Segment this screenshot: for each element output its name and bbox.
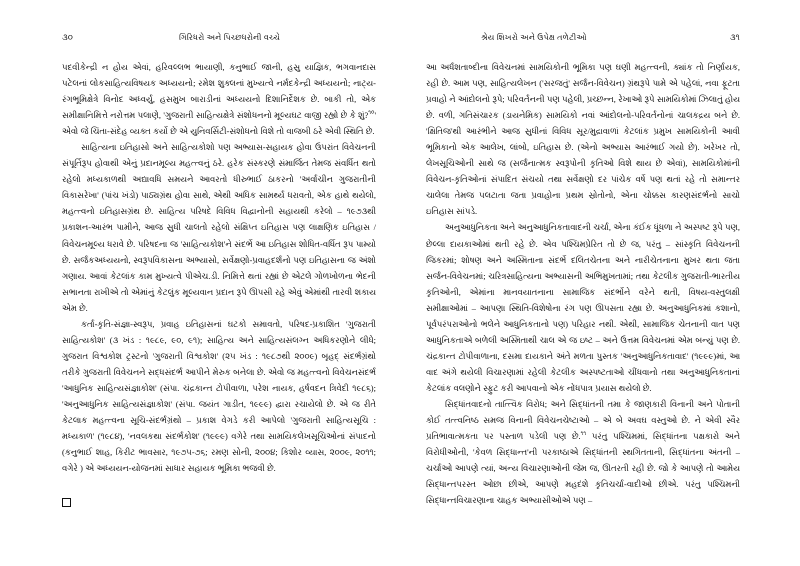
right-page-folio: ૩૧ [729,33,740,42]
paragraph: સિદ્ધાંતવાદનો તાત્ત્વિક વિરોધ; અને સિદ્ધાંતની તમા કે જાણકારી વિનાની અને પોતાની કોઈ તત્ત્વનિષ્ઠ સમજ વિનાની વિવેચનચેષ્ટાઓ – એ બે અવઘ વસ્તુઓ છે. ને એવી સ્વૈર પ્રતિભાવાત્મકતા પર પસ્તાળ પડેલી પણ છે.$^{૧૧}$ પરંતુ પશ્ચિમમાં, સિદ્ધાંતના પક્ષકારો અને વિરોધીઓની, 'કેવળ સિદ્ધાન્ત'ની પરકાષ્ઠાએ સિદ્ધાંતની સ્થગિતતાની, સિદ્ધાંતના અંતની – ચર્ચાઓ આપણે ત્યાં, અન્ય વિચારણાઓની જેમ જ, ઊતરતી રહી છે. જો કે આપણે તો આમેય સિદ્ધાન્તપરસ્ત ઓછા છીએ, આપણે મહદંશે કૃતિચર્ચા-વાદીઓ છીએ. પરંતુ પશ્ચિમની સિદ્ધાન્તવિચારણાના ચાહક અભ્યાસીઓએ પણ – [426,399,740,506]
left-running-head [62,33,376,51]
paragraph: આ અર્ધશતાબ્દીના વિવેચનમાં સામયિકોની ભૂમિકા પણ ઘણી મહત્ત્વની, ક્યાંક તો નિર્ણાયક, રહી છે. આમ પણ, સાહિત્યલેખન ('સરજતું' સર્જન-વિવેચન) ગ્રંથરૂપે પામે એ પહેલાં, નવા ફૂટતા પ્રવાહો ને આંદોલનો રૂપે; પરિવર્તનની પણ પહેલી, પ્રચ્છન્ન, રેખાઓ રૂપે સામયિકોમાં ઝિલાતું હોય છે. વળી, ગતિસંચારક (ડાયનેમિક) સામયિકો નવાં આંદોલનો-પરિવર્તનોનાં ચાલકદ્રય બને છે. 'ક્ષિતિજ'થી આરંભીને આજ સુધીનાં વિવિધ સૂર/મુદ્રાવાળાં કેટલાંક પ્રમુખ સામયિકોની આવી ભૂમિકાનો એક આલેખ, લાંબો, ઇતિહાસ છે. (એનો અભ્યાસ આરંભાઈ ગયો છે). ખરેખર તો, લેખસૂચિઓની સાથે જ (સર્જનાત્મક સ્વરૂપોની કૃતિઓ વિશે થાય છે એવાં), સામયિકોમાંની વિવેચન-કૃતિઓનાં સંપાદિત સંચયો તથા સર્વેક્ષણો દર પાંચેક વર્ષે પણ થતાં રહે તો સમાન્તર ચાલેલા તેમજ પલટાતા જતા પ્રવાહોના પ્રથમ સ્રોતોનો, એના ચોક્કસ કારણસંદર્ભનો સાચો ઇતિહાસ સાંપડે. [426,63,740,217]
section-end-mark-icon [62,498,71,507]
paragraph: અનુઆધુનિકતા અને અનુઆધુનિકતાવાદની ચર્ચા, એના કંઈક ધૂંધળા ને અસ્પષ્ટ રૂપે પણ, છેલ્લા દાયકાઓમાં થતી રહે છે. એવ પશ્ચિમપ્રેરિત તો છે જ, પરંતુ – સાંસ્કૃતિ વિવેચનની જિકરમાં; શોષણ અને અસ્મિતાના સંદર્ભે દલિતચેતના અને નારીચેતનાના મુખર થતા જતા સર્જન-વિવેચનમાં; ચરિત્રસાહિત્યના અભ્યાસની અભિમુખતામાં; તથા કેટલીક ગુજરાતી-ભારતીય કૃતિઓની, એમાંના માનવયાતનાના સામાજિક સંદર્ભોને વરેને થતી, વિષય-વસ્તુલક્ષી સમીક્ષાઓમાં – આપણા સ્થિતિ-વિશેષોના રંગ પણ ઊપસતા રહ્યા છે. અનુઆધુનિકમાં કશાનો, પૂર્વપરંપરાઓનો ભલેને આધુનિકતાનો પણ) પરિહાર નથી. એથી, સામાજિક ચેતનાની વાત પણ આધુનિકતાએ બળેલી અસ્મિતાથી ચાલ એ જ ઇષ્ટ – અને ઉત્તમ વિવેચનમાં એમ બન્યું પણ છે. ચંદ્રકાન્ત ટોપીવાળાના, દસમા દાયકાને અંતે મળતા પુસ્તક 'અનુઆધુનિકતાવાદ' (૧૯૯૯)માં, આ વાદ અંગે થયેલી વિચારણામાં રહેલી કેટલીક અસ્પષ્ટતાઓ ચીંધવાનો તથા અનુઆધુનિકતાનાં કેટલાંક વલણોને સ્ફુટ કરી આપવાનો એક નોંધપાત્ર પ્રયાસ થયેલો છે. [426,223,740,393]
right-running-head [426,33,740,51]
left-page-text-block [62,60,376,477]
right-page-text-block [426,60,740,509]
footnote-reference: ૧૦ [368,110,375,117]
right-running-head-title: શ્રેય શિખરો અને ઉપેક્ષ તળેટીઓ [481,33,587,42]
left-running-head-title: ગિરિધરો અને પિચ્છધરોની વચ્ચે [179,33,281,42]
paragraph: કર્તા-કૃતિ-સંજ્ઞા-સ્વરૂપ, પ્રવાહ ઇતિહાસનાં ઘટકો સમાવતો, પરિષદ-પ્રકાશિત 'ગુજરાતી સાહિત્યકોશ' (૩ ખંડ : ૧૯૮૯, ૯૦, ૯૧); સાહિત્ય અને સાહિત્યસંલગ્ન અધિકરણોને લીધે; ગુજરાત વિશ્વકોશ ટ્રસ્ટનો 'ગુજરાતી વિશ્વકોશ' (૨૫ ખંડ : ૧૯૮૭થી ૨૦૦૯) બૃહદ્ સંદર્ભગ્રંથો તરીકે ગુજરાતી વિવેચનને સદ્ધસંદર્ભ આપીને મેરુક બનેલા છે. એવો જ મહત્ત્વનો વિવેચનસંદર્ભ 'આધુનિક સાહિત્યસંજ્ઞાકોશ' (સંપા. ચંદ્રકાન્ત ટોપીવાળા, પરેશ નાયક, હર્ષવદન ત્રિવેદી ૧૯૮૬); 'અનુઆધુનિક સાહિત્યસંજ્ઞાકોશ' (સંપા. જયંત ગાડીત, ૧૯૯૯) દ્વારા રચાયેલો છે. એ જ રીતે કેટલાક મહત્ત્વના સૂચિ-સંદર્ભગ્રંથો – પ્રકાશ વેગડે કરી આપેલો 'ગુજરાતી સાહિત્યસૂચિ : મધ્યકાળ' (૧૯૮૪), 'નવલકથા સંદર્ભકોશ' (૧૯૯૯) વગેરે તથા સામયિકલેખસૂચિઓનાં સંપાદનો (કનુભાઈ શાહ, કિરીટ ભાવસાર, ૧૯૭૫-૭૬; રમણ સોની, ૨૦૦૪; કિશોર વ્યાસ, ૨૦૦૯, ૨૦૧૧; વગેરે ) એ અધ્યયન-યોજનમાં સાધાર સહાયક ભૂમિકા ભજવી છે. [62,319,376,474]
paragraph: પદવીકેન્દ્રી ન હોય એવાં, હરિવલ્લભ ભાયાણી, કનુભાઈ જાની, હસુ યાજ્ઞિક, ભગવાનદાસ પટેલનાં લોકસાહિત્યવિષયક અધ્યયનો; રમેશ શુક્લનાં મુખ્યત્વે નર્મદકેન્દ્રી અધ્યયનો; નાટ્ય-રંગભૂમિક્ષેત્રે વિનોદ અધ્વર્યુ, હસમુખ બારાડીનાં અધ્યયનો દિશાનિર્દેશક છે. બાકી તો, એક સમીક્ષાનિમિત્તે નરોત્તમ પલાણે, 'ગુજરાતી સાહિત્યક્ષેત્રે સંશોધનનો મૂલ્યઘટ વાજી રહ્યો છે કે શું?$^{૧૦}$' એવો જે ચિંતા-સંદેહ વ્યક્ત કર્યો છે એ યુનિવર્સિટી-સંશોધનો વિશે તો વાજબી ઠરે એવી સ્થિતિ છે. [62,63,376,137]
paragraph: સાહિત્યના ઇતિહાસો અને સાહિત્યકોશો પણ અભ્યાસ-સહાયક હોવા ઉપરાંત વિવેચનની સંપૂર્તિરૂપ હોવાથી એનું પ્રદાનમૂલ્ય મહત્ત્વનું ઠરે. હરેક સંસ્કરણે સંમાર્જિત તેમજ સંવર્ધિત થતો રહેલો મધ્યકાળથી અદ્યાવધિ સમયને આવરતો ધીરુભાઈ ઠાકરનો 'અર્વાચીન ગુજરાતીની વિકાસરેખા' (પાંચ ખંડો) પાઠ્યગ્રંથ હોવા સાથે, એથી અધિક સામર્થ્ય ધરાવતો, એક હાથે થયેલો, મહત્ત્વનો ઇતિહાસગ્રંથ છે. સાહિત્ય પરિષદે વિવિધ વિદ્વાનોની સહાયથી કરેલો – ૧૯૭૩થી પ્રકાશન-આરંભ પામીને, આજ સુધી ચાલતો રહેલો સંક્ષિપ્ત ઇતિહાસ પણ લાક્ષણિક ઇતિહાસ / વિવેચનમૂલ્ય ધરાવે છે. પરિષદના જ 'સાહિત્યકોશ'ને સંદર્ભે આ ઇતિહાસ શોધિત-વર્ધિત રૂપ પામ્યો છે. સર્જકઅધ્યયનો, સ્વરૂપવિકાસના અભ્યાસો, સર્વેક્ષણો-પ્રવાહદર્શનો પણ ઇતિહાસના જ અંશો ગણાય. આવાં કેટલાંક કામ મુખ્યત્વે પીએચ.ડી. નિમિત્તે થતાં રહ્યાં છે એટલે ગોળખોળના ભેદની સભાનતા રાખીએ તો એમાંનું કેટલુંક મૂલ્યવાન પ્રદાન રૂપે ઊપસી રહે એવું એમાંથી તારવી શકાય એમ છે. [62,143,376,313]
left-page-folio: ૩૦ [62,33,74,42]
footnote-reference: ૧૧ [580,431,587,438]
right-page [400,0,800,566]
end-mark-row [62,494,376,508]
